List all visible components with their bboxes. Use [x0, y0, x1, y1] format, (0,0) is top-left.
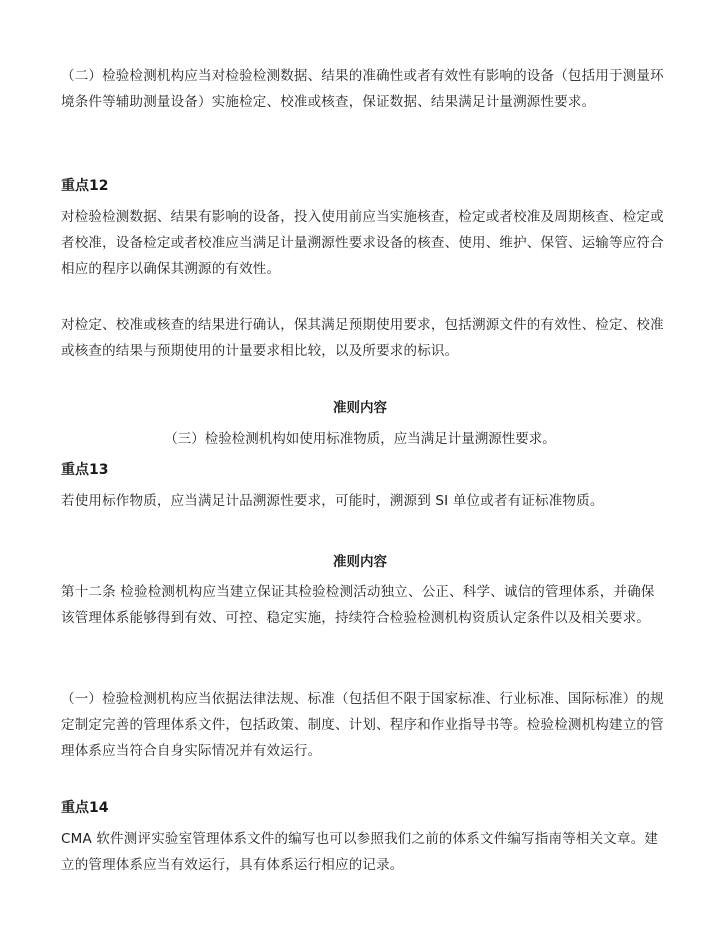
paragraph-equipment-calibration: （二）检验检测机构应当对检验检测数据、结果的准确性或者有效性有影响的设备（包括用于测量环境条件等辅助测量设备）实施检定、校准或核查，保证数据、结果满足计量溯源性要求。 — [61, 68, 664, 110]
heading-key-point-12: 重点12 — [61, 178, 109, 194]
heading-criteria-content-1: 准则内容 — [333, 400, 387, 416]
heading-key-point-13: 重点13 — [61, 462, 109, 478]
heading-key-point-14: 重点14 — [61, 800, 109, 816]
paragraph-si-traceability: 若使用标作物质，应当满足计品溯源性要求，可能时，溯源到 SI 单位或者有证标准物质。 — [61, 493, 604, 509]
paragraph-equipment-verification: 对检验检测数据、结果有影响的设备，投入使用前应当实施核查，检定或者校准及周期核查、检定或者校准，设备检定或者校准应当满足计量溯源性要求设备的核查、使用、维护、保管、运输等应符合相应的程序以确保其溯源的有效性。 — [61, 209, 664, 277]
paragraph-reference-materials: （三）检验检测机构如使用标准物质，应当满足计量溯源性要求。 — [164, 431, 556, 447]
paragraph-cma-lab-documents: CMA 软件测评实验室管理体系文件的编写也可以参照我们之前的体系文件编写指南等相关文章。建立的管理体系应当有效运行，具有体系运行相应的记录。 — [61, 831, 659, 873]
paragraph-management-documents: （一）检验检测机构应当依据法律法规、标准（包括但不限于国家标准、行业标准、国际标准）的规定制定完善的管理体系文件，包括政策、制度、计划、程序和作业指导书等。检验检测机构建立的管理体系应当符合自身实际情况并有效运行。 — [61, 691, 664, 759]
heading-criteria-content-2: 准则内容 — [333, 554, 387, 570]
paragraph-article-12: 第十二条 检验检测机构应当建立保证其检验检测活动独立、公正、科学、诚信的管理体系，并确保该管理体系能够得到有效、可控、稳定实施，持续符合检验检测机构资质认定条件以及相关要求。 — [61, 584, 655, 626]
paragraph-result-confirmation: 对检定、校准或核查的结果进行确认，保其满足预期使用要求，包括溯源文件的有效性、检定、校准或核查的结果与预期使用的计量要求相比较，以及所要求的标识。 — [61, 317, 664, 359]
